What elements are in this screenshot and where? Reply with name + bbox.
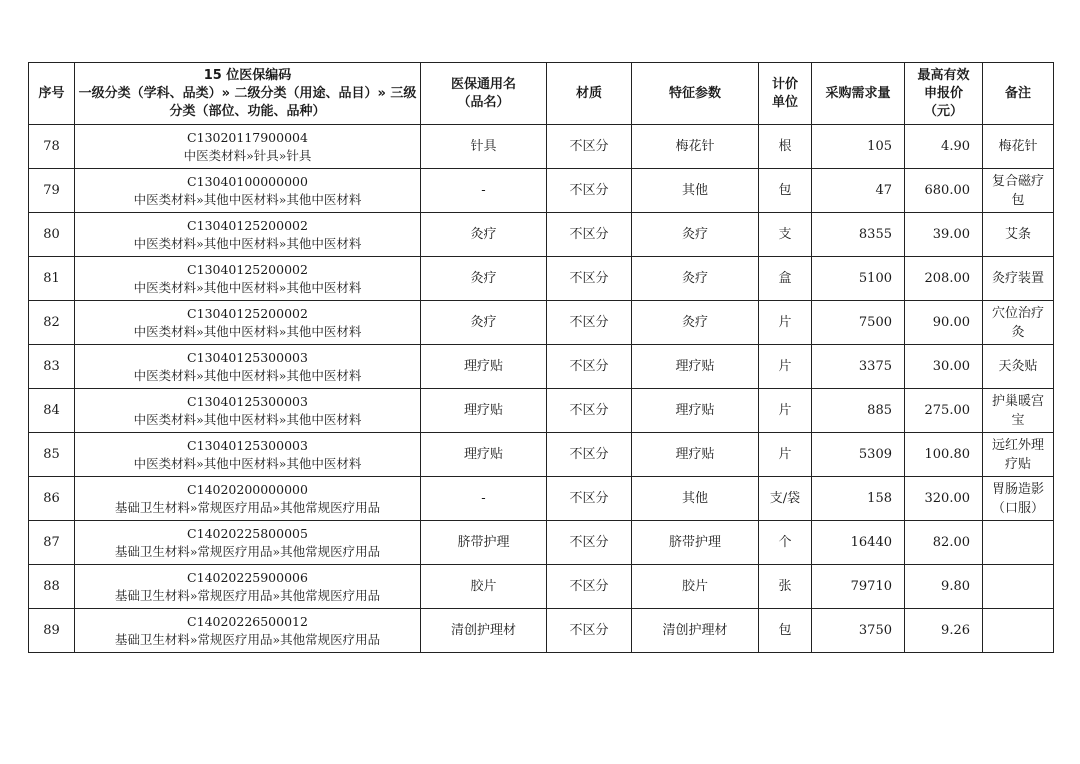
cell-price: 90.00 (905, 301, 983, 345)
cell-seq: 88 (29, 565, 75, 609)
header-code-line2: 一级分类（学科、品类）» 二级分类（用途、品目）» 三级分类（部位、功能、品种） (78, 85, 417, 119)
cell-seq: 81 (29, 257, 75, 301)
cell-unit: 片 (759, 389, 812, 433)
cell-feature: 灸疗 (632, 257, 759, 301)
cell-feature: 其他 (632, 169, 759, 213)
cell-qty: 5100 (812, 257, 905, 301)
cell-code (75, 213, 421, 257)
cell-code-number: C14020226500012 (187, 613, 308, 629)
cell-code (75, 609, 421, 653)
cell-name: 灸疗 (421, 213, 547, 257)
header-material: 材质 (547, 63, 632, 125)
cell-price: 320.00 (905, 477, 983, 521)
cell-price: 680.00 (905, 169, 983, 213)
cell-remark: 穴位治疗灸 (983, 301, 1054, 345)
cell-code (75, 477, 421, 521)
cell-feature: 灸疗 (632, 213, 759, 257)
table-row (29, 301, 1054, 345)
cell-qty: 47 (812, 169, 905, 213)
cell-qty: 105 (812, 125, 905, 169)
table-row (29, 565, 1054, 609)
cell-name: 理疗贴 (421, 389, 547, 433)
cell-unit: 支/袋 (759, 477, 812, 521)
cell-name: 针具 (421, 125, 547, 169)
cell-code-category: 中医类材料»其他中医材料»其他中医材料 (133, 191, 362, 207)
cell-code (75, 125, 421, 169)
cell-material: 不区分 (547, 257, 632, 301)
header-price-line1: 最高有效 (917, 67, 970, 83)
cell-qty: 7500 (812, 301, 905, 345)
cell-material: 不区分 (547, 301, 632, 345)
cell-code-category: 中医类材料»其他中医材料»其他中医材料 (133, 279, 362, 295)
cell-unit: 片 (759, 433, 812, 477)
header-price-line3: （元） (923, 103, 963, 119)
cell-code-category: 中医类材料»其他中医材料»其他中医材料 (133, 235, 362, 251)
header-name-line2: （品名） (457, 94, 510, 110)
cell-name: 胶片 (421, 565, 547, 609)
cell-remark: 艾条 (983, 213, 1054, 257)
header-unit (759, 63, 812, 125)
cell-code-number: C13040125300003 (187, 437, 308, 453)
cell-code (75, 301, 421, 345)
cell-code-category: 基础卫生材料»常规医疗用品»其他常规医疗用品 (114, 631, 381, 647)
procurement-table (28, 62, 1054, 653)
cell-code-number: C14020225900006 (187, 569, 308, 585)
table-row (29, 345, 1054, 389)
cell-feature: 灸疗 (632, 301, 759, 345)
cell-feature: 胶片 (632, 565, 759, 609)
cell-material: 不区分 (547, 477, 632, 521)
cell-code-category: 基础卫生材料»常规医疗用品»其他常规医疗用品 (114, 543, 381, 559)
cell-remark: 梅花针 (983, 125, 1054, 169)
cell-seq: 84 (29, 389, 75, 433)
cell-name: 灸疗 (421, 301, 547, 345)
cell-seq: 80 (29, 213, 75, 257)
cell-code (75, 521, 421, 565)
cell-remark (983, 609, 1054, 653)
cell-remark: 胃肠造影（口服） (983, 477, 1054, 521)
header-code-line1: 15 位医保编码 (203, 67, 292, 83)
table-row (29, 389, 1054, 433)
cell-name: 脐带护理 (421, 521, 547, 565)
cell-code-number: C13040125300003 (187, 349, 308, 365)
cell-qty: 8355 (812, 213, 905, 257)
cell-unit: 片 (759, 345, 812, 389)
cell-seq: 78 (29, 125, 75, 169)
cell-seq: 79 (29, 169, 75, 213)
cell-code (75, 169, 421, 213)
cell-code (75, 565, 421, 609)
cell-remark: 天灸贴 (983, 345, 1054, 389)
cell-unit: 根 (759, 125, 812, 169)
table-row (29, 521, 1054, 565)
table-row (29, 169, 1054, 213)
cell-seq: 82 (29, 301, 75, 345)
cell-code-category: 中医类材料»其他中医材料»其他中医材料 (133, 411, 362, 427)
header-seq: 序号 (29, 63, 75, 125)
cell-material: 不区分 (547, 521, 632, 565)
cell-code-category: 中医类材料»其他中医材料»其他中医材料 (133, 323, 362, 339)
header-qty: 采购需求量 (812, 63, 905, 125)
cell-material: 不区分 (547, 345, 632, 389)
cell-material: 不区分 (547, 433, 632, 477)
header-unit-line1: 计价 (771, 76, 798, 92)
cell-code (75, 257, 421, 301)
cell-price: 275.00 (905, 389, 983, 433)
table-row (29, 477, 1054, 521)
cell-seq: 86 (29, 477, 75, 521)
cell-code-category: 中医类材料»其他中医材料»其他中医材料 (133, 367, 362, 383)
header-name-line1: 医保通用名 (450, 76, 516, 92)
cell-name: 灸疗 (421, 257, 547, 301)
cell-feature: 其他 (632, 477, 759, 521)
procurement-table-sheet (28, 62, 1053, 653)
cell-material: 不区分 (547, 125, 632, 169)
cell-code-category: 基础卫生材料»常规医疗用品»其他常规医疗用品 (114, 499, 381, 515)
cell-name: 清创护理材 (421, 609, 547, 653)
cell-price: 9.26 (905, 609, 983, 653)
cell-code-number: C13040125300003 (187, 393, 308, 409)
cell-feature: 理疗贴 (632, 389, 759, 433)
cell-price: 100.80 (905, 433, 983, 477)
cell-unit: 片 (759, 301, 812, 345)
table-body (29, 125, 1054, 653)
cell-qty: 16440 (812, 521, 905, 565)
cell-unit: 支 (759, 213, 812, 257)
cell-remark: 护巢暖宫宝 (983, 389, 1054, 433)
cell-feature: 脐带护理 (632, 521, 759, 565)
cell-seq: 85 (29, 433, 75, 477)
cell-material: 不区分 (547, 565, 632, 609)
cell-price: 4.90 (905, 125, 983, 169)
cell-remark: 远红外理疗贴 (983, 433, 1054, 477)
cell-material: 不区分 (547, 213, 632, 257)
cell-code-number: C14020200000000 (187, 481, 308, 497)
table-row (29, 213, 1054, 257)
cell-qty: 5309 (812, 433, 905, 477)
cell-name: - (421, 169, 547, 213)
cell-remark: 灸疗装置 (983, 257, 1054, 301)
cell-unit: 包 (759, 609, 812, 653)
header-feature: 特征参数 (632, 63, 759, 125)
cell-name: 理疗贴 (421, 433, 547, 477)
cell-code-number: C13040100000000 (187, 173, 308, 189)
cell-code-number: C13020117900004 (187, 129, 308, 145)
cell-price: 208.00 (905, 257, 983, 301)
cell-price: 39.00 (905, 213, 983, 257)
cell-qty: 885 (812, 389, 905, 433)
table-row (29, 125, 1054, 169)
cell-unit: 张 (759, 565, 812, 609)
cell-price: 82.00 (905, 521, 983, 565)
cell-code (75, 389, 421, 433)
header-price-line2: 申报价 (923, 85, 963, 101)
cell-code-number: C13040125200002 (187, 217, 308, 233)
header-name (421, 63, 547, 125)
cell-remark (983, 521, 1054, 565)
cell-code-number: C13040125200002 (187, 305, 308, 321)
header-remark: 备注 (983, 63, 1054, 125)
cell-material: 不区分 (547, 169, 632, 213)
cell-unit: 个 (759, 521, 812, 565)
header-unit-line2: 单位 (771, 94, 798, 110)
cell-code (75, 345, 421, 389)
cell-remark (983, 565, 1054, 609)
cell-code-category: 中医类材料»针具»针具 (183, 147, 312, 163)
cell-code-category: 基础卫生材料»常规医疗用品»其他常规医疗用品 (114, 587, 381, 603)
table-row (29, 257, 1054, 301)
cell-material: 不区分 (547, 389, 632, 433)
cell-qty: 158 (812, 477, 905, 521)
cell-price: 30.00 (905, 345, 983, 389)
cell-name: - (421, 477, 547, 521)
cell-feature: 清创护理材 (632, 609, 759, 653)
cell-code-number: C14020225800005 (187, 525, 308, 541)
cell-qty: 79710 (812, 565, 905, 609)
cell-qty: 3375 (812, 345, 905, 389)
header-code (75, 63, 421, 125)
cell-qty: 3750 (812, 609, 905, 653)
cell-unit: 盒 (759, 257, 812, 301)
cell-unit: 包 (759, 169, 812, 213)
header-price (905, 63, 983, 125)
cell-seq: 87 (29, 521, 75, 565)
table-row (29, 433, 1054, 477)
cell-feature: 理疗贴 (632, 345, 759, 389)
table-header-row (29, 63, 1054, 125)
table-row (29, 609, 1054, 653)
cell-seq: 89 (29, 609, 75, 653)
cell-seq: 83 (29, 345, 75, 389)
cell-price: 9.80 (905, 565, 983, 609)
cell-code (75, 433, 421, 477)
cell-name: 理疗贴 (421, 345, 547, 389)
cell-material: 不区分 (547, 609, 632, 653)
cell-feature: 梅花针 (632, 125, 759, 169)
cell-feature: 理疗贴 (632, 433, 759, 477)
cell-code-number: C13040125200002 (187, 261, 308, 277)
cell-remark: 复合磁疗包 (983, 169, 1054, 213)
cell-code-category: 中医类材料»其他中医材料»其他中医材料 (133, 455, 362, 471)
